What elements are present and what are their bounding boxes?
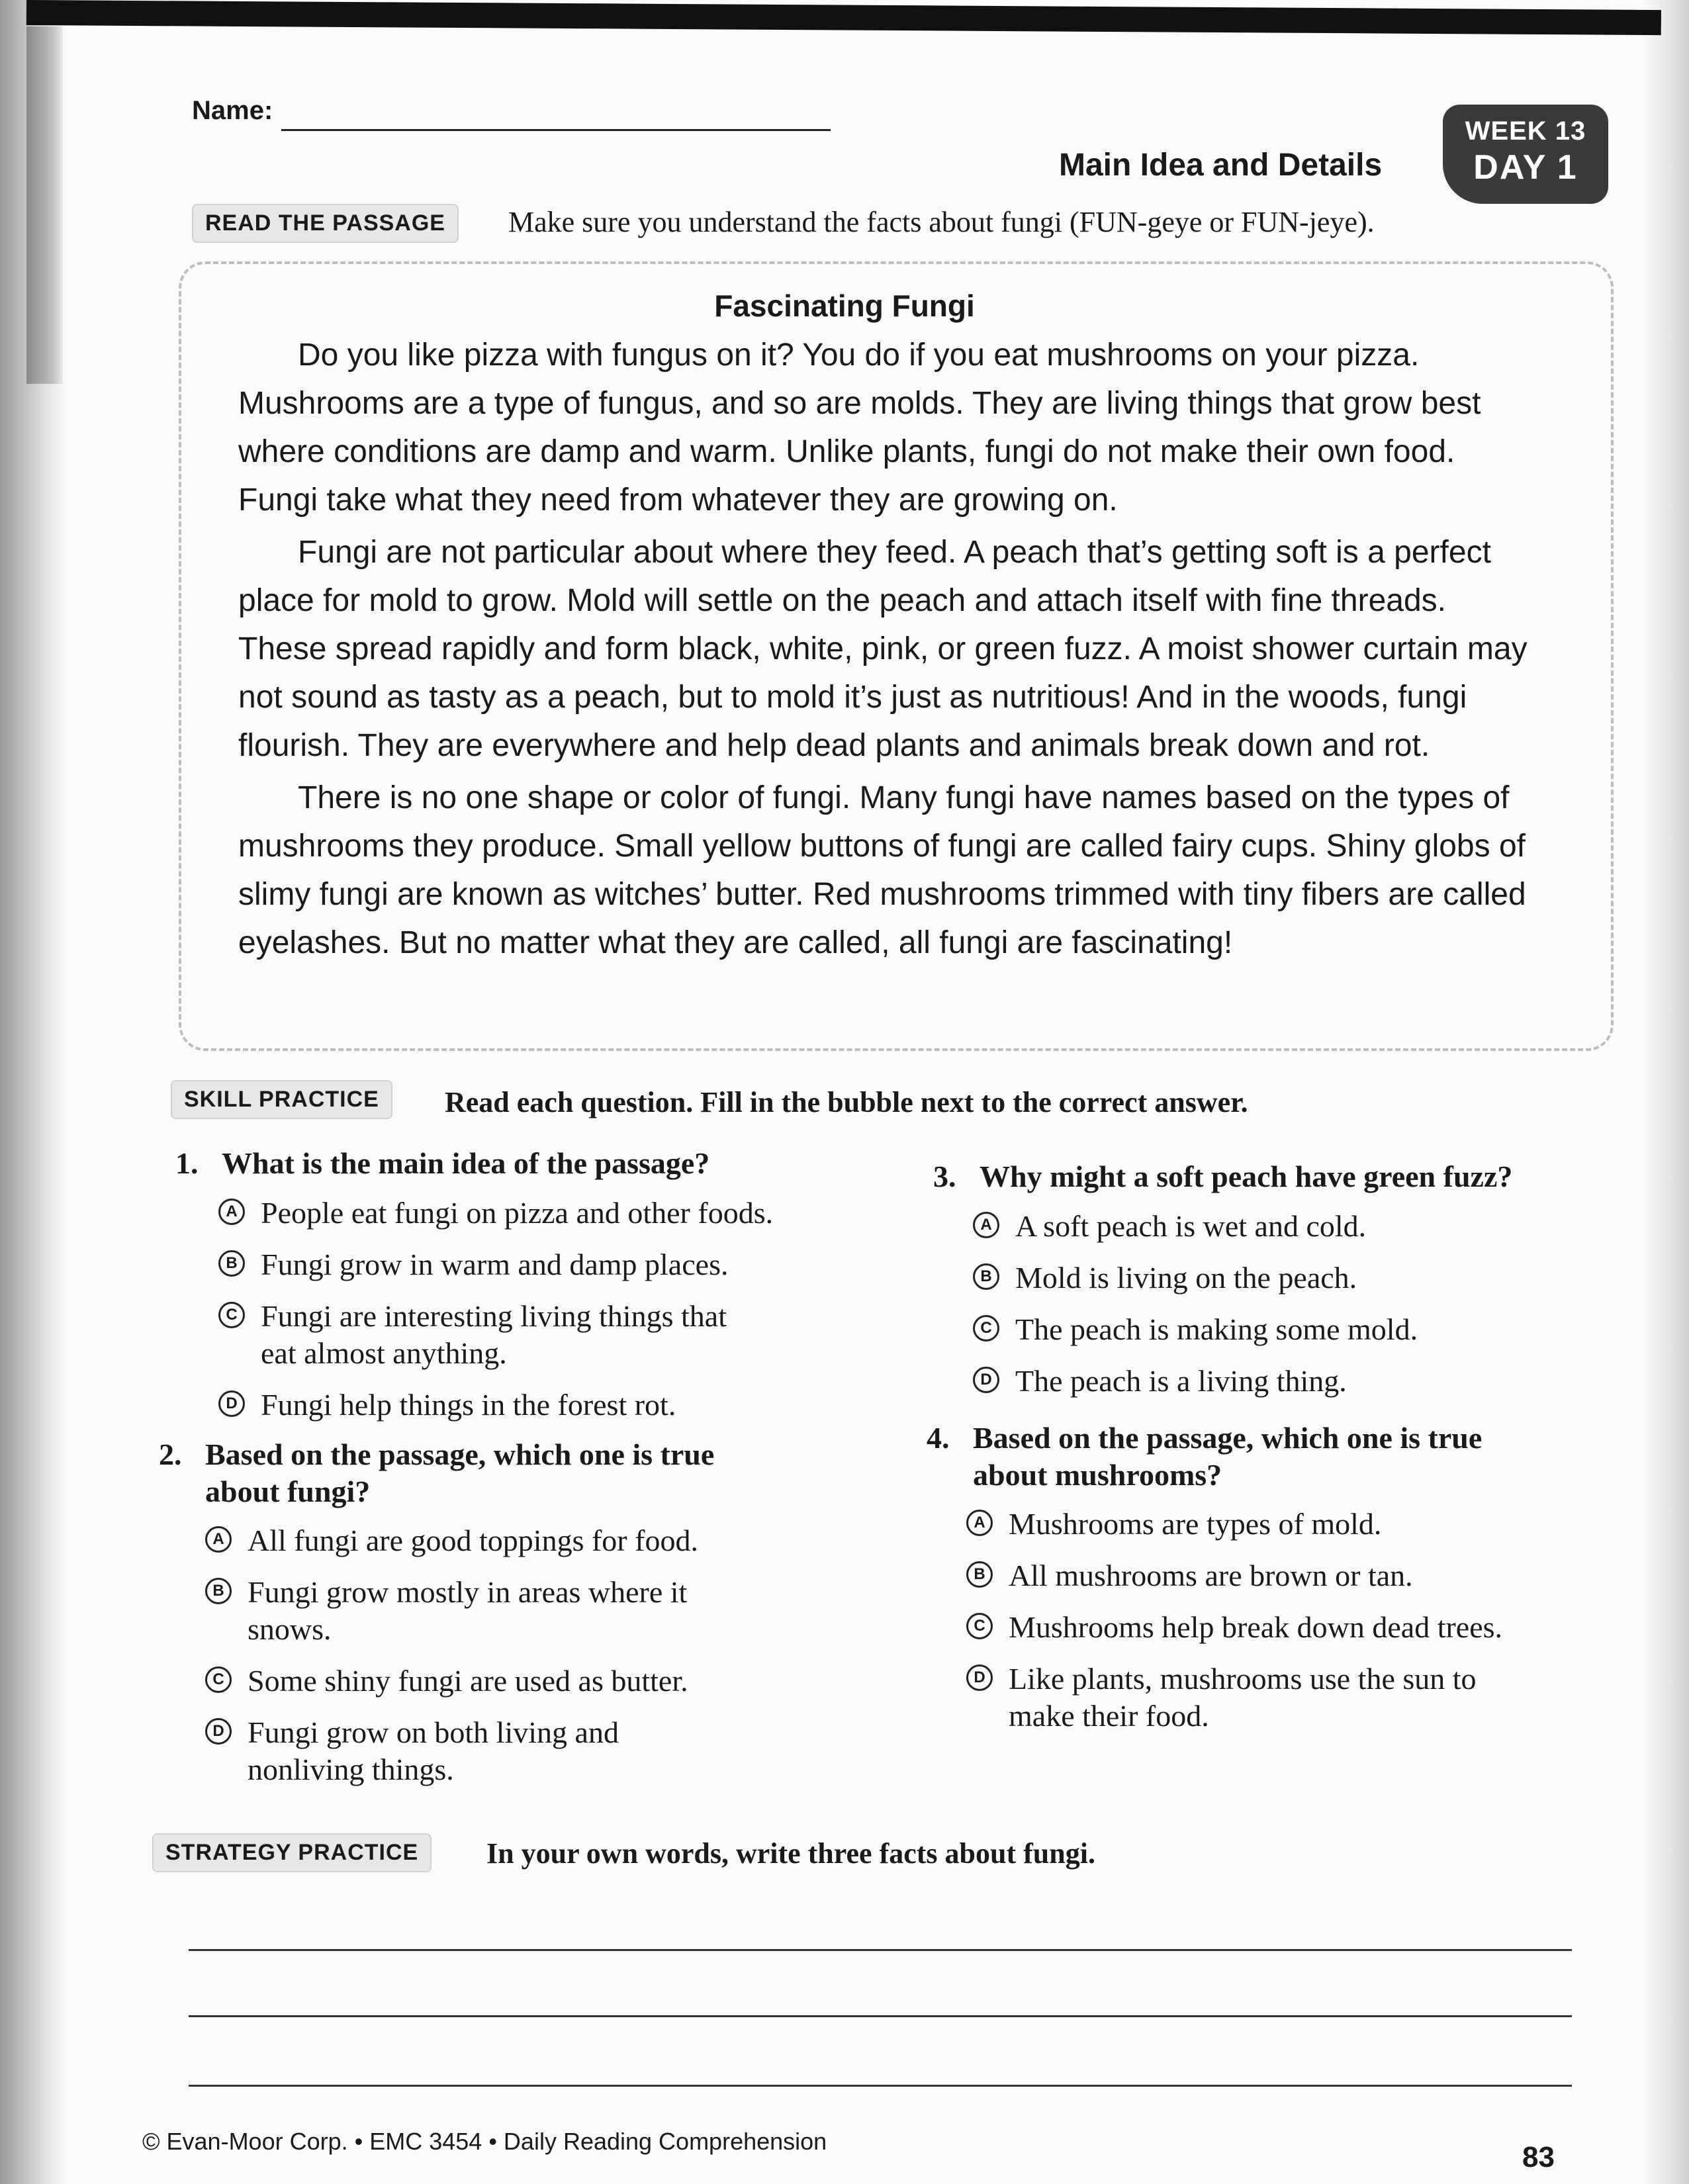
answer-bubble[interactable]: D (205, 1718, 232, 1745)
answer-option[interactable]: D The peach is a living thing. (973, 1363, 1569, 1400)
week-day-badge (1443, 105, 1608, 204)
answer-option[interactable]: B Fungi grow in warm and damp places. (218, 1246, 834, 1283)
question-1-options (218, 1195, 834, 1438)
passage-title: Fascinating Fungi (714, 289, 975, 323)
answer-option[interactable]: B Mold is living on the peach. (973, 1259, 1569, 1297)
scan-right-edge (1643, 0, 1689, 2184)
question-2-options (205, 1522, 748, 1803)
question-3: 3. Why might a soft peach have green fuzz? (933, 1160, 1513, 1193)
read-passage-instruction: Make sure you understand the facts about fungi (FUN-geye or FUN-jeye). (508, 206, 1375, 238)
scan-binding-shadow (26, 26, 63, 384)
page-number: 83 (1522, 2141, 1555, 2173)
question-1: 1. What is the main idea of the passage? (175, 1146, 710, 1180)
answer-bubble[interactable]: D (218, 1390, 245, 1417)
answer-option[interactable]: A People eat fungi on pizza and other foods. (218, 1195, 834, 1232)
read-passage-tag: READ THE PASSAGE (192, 204, 459, 243)
answer-option[interactable]: B All mushrooms are brown or tan. (966, 1557, 1575, 1594)
question-4: 4. Based on the passage, which one is true about mushrooms? (927, 1421, 1483, 1492)
answer-bubble[interactable]: C (973, 1315, 999, 1342)
day-label: DAY 1 (1473, 148, 1578, 187)
writing-line[interactable] (189, 2085, 1572, 2087)
answer-bubble[interactable]: D (973, 1367, 999, 1393)
question-4-options (966, 1506, 1575, 1749)
answer-bubble[interactable]: B (973, 1263, 999, 1290)
answer-option[interactable]: D Fungi help things in the forest rot. (218, 1387, 834, 1424)
answer-bubble[interactable]: C (218, 1302, 245, 1328)
strategy-practice-instruction: In your own words, write three facts about fungi. (486, 1837, 1095, 1870)
answer-option[interactable]: C Mushrooms help break down dead trees. (966, 1609, 1575, 1646)
answer-option[interactable]: C The peach is making some mold. (973, 1311, 1569, 1348)
question-2: 2. Based on the passage, which one is true about fungi? (159, 1437, 715, 1508)
answer-option[interactable]: A A soft peach is wet and cold. (973, 1208, 1569, 1245)
week-label: WEEK 13 (1465, 116, 1586, 146)
name-label: Name: (192, 96, 273, 125)
answer-option[interactable]: B Fungi grow mostly in areas where it snows. (205, 1574, 708, 1648)
skill-practice-tag: SKILL PRACTICE (171, 1080, 392, 1119)
writing-line[interactable] (189, 2015, 1572, 2017)
answer-bubble[interactable]: B (218, 1250, 245, 1277)
answer-bubble[interactable]: D (966, 1664, 993, 1691)
question-3-options (973, 1208, 1569, 1414)
answer-option[interactable]: D Like plants, mushrooms use the sun to make their food. (966, 1661, 1483, 1735)
answer-bubble[interactable]: A (973, 1212, 999, 1238)
scan-top-bar (26, 0, 1661, 35)
passage-paragraph: Do you like pizza with fungus on it? You do if you eat mushrooms on your pizza. Mushrooms are a type of fungus, and so are molds. They are living things that grow best where conditions are damp and warm. Unlike plants, fungi do not make their own food. Fungi take what they need from whatever they are growing on. (238, 338, 1481, 518)
answer-option[interactable]: C Fungi are interesting living things that eat almost anything. (218, 1298, 748, 1372)
skill-title: Main Idea and Details (1059, 148, 1383, 183)
answer-bubble[interactable]: A (218, 1199, 245, 1225)
answer-bubble[interactable]: A (205, 1526, 232, 1553)
answer-bubble[interactable]: C (966, 1613, 993, 1639)
skill-practice-instruction: Read each question. Fill in the bubble next to the correct answer. (445, 1086, 1248, 1118)
passage-paragraph: Fungi are not particular about where they feed. A peach that’s getting soft is a perfect place for mold to grow. Mold will settle on the peach and attach itself with fine threads. These spread rapidly and form black, white, pink, or green fuzz. A moist shower curtain may not sound as tasty as a peach, but to mold it’s just as nutritious! And in the woods, fungi flourish. They are everywhere and help dead plants and animals break down and rot. (238, 535, 1528, 763)
answer-option[interactable]: C Some shiny fungi are used as butter. (205, 1662, 748, 1700)
answer-bubble[interactable]: A (966, 1510, 993, 1536)
passage-body (238, 331, 1535, 971)
strategy-practice-tag: STRATEGY PRACTICE (152, 1833, 432, 1872)
answer-bubble[interactable]: B (205, 1578, 232, 1604)
writing-line[interactable] (189, 1949, 1572, 1951)
answer-option[interactable]: A Mushrooms are types of mold. (966, 1506, 1575, 1543)
passage-paragraph: There is no one shape or color of fungi. Many fungi have names based on the types of mushrooms they produce. Small yellow buttons of fungi are called fairy cups. Shiny globs of slimy fungi are known as witches’ butter. Red mushrooms trimmed with tiny fibers are called eyelashes. But no matter what they are called, all fungi are fascinating! (238, 780, 1526, 960)
answer-option[interactable]: A All fungi are good toppings for food. (205, 1522, 748, 1559)
answer-bubble[interactable]: C (205, 1666, 232, 1693)
footer-credit: © Evan-Moor Corp. • EMC 3454 • Daily Reading Comprehension (142, 2128, 827, 2155)
answer-bubble[interactable]: B (966, 1561, 993, 1588)
name-field-line[interactable] (281, 129, 831, 131)
answer-option[interactable]: D Fungi grow on both living and nonliving things. (205, 1714, 682, 1788)
